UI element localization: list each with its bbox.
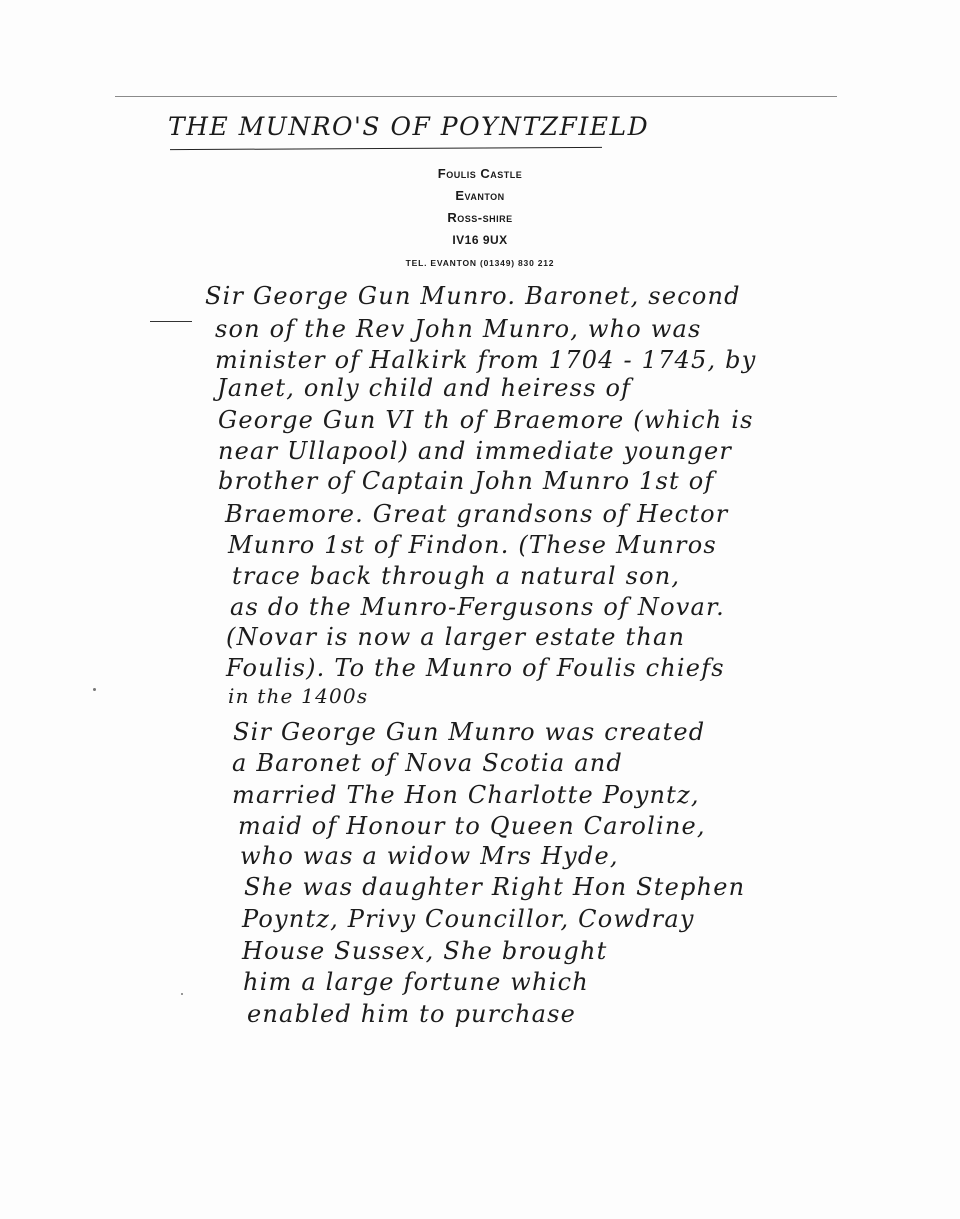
handwritten-line: him a large fortune which xyxy=(243,968,589,996)
handwritten-line: Sir George Gun Munro was created xyxy=(233,718,706,746)
handwritten-line: minister of Halkirk from 1704 - 1745, by xyxy=(215,346,757,374)
title-underline xyxy=(170,147,602,150)
handwritten-line: brother of Captain John Munro 1st of xyxy=(218,467,715,495)
handwritten-line: who was a widow Mrs Hyde, xyxy=(240,842,619,870)
handwritten-line: Sir George Gun Munro. Baronet, second xyxy=(205,282,741,310)
handwritten-line: (Novar is now a larger estate than xyxy=(226,623,686,651)
handwritten-line: as do the Munro-Fergusons of Novar. xyxy=(230,593,725,621)
paper-speck xyxy=(93,688,96,691)
handwritten-line: Janet, only child and heiress of xyxy=(217,374,632,402)
handwritten-line: son of the Rev John Munro, who was xyxy=(215,315,702,343)
margin-mark xyxy=(150,321,192,322)
handwritten-line: She was daughter Right Hon Stephen xyxy=(244,873,746,901)
handwritten-line: trace back through a natural son, xyxy=(232,562,681,590)
handwritten-line: a Baronet of Nova Scotia and xyxy=(232,749,623,777)
handwritten-line: George Gun VI th of Braemore (which is xyxy=(218,406,754,434)
top-rule xyxy=(115,96,837,97)
letterhead-town: Evanton xyxy=(455,188,505,203)
handwritten-line: near Ullapool) and immediate younger xyxy=(218,437,733,465)
letterhead-county: Ross-shire xyxy=(447,210,513,225)
handwritten-line: Munro 1st of Findon. (These Munros xyxy=(228,531,717,559)
page-title: THE MUNRO'S OF POYNTZFIELD xyxy=(168,112,650,141)
letterhead-telephone: TEL. EVANTON (01349) 830 212 xyxy=(405,258,555,268)
letterhead-castle: Foulis Castle xyxy=(437,166,523,181)
paper-speck xyxy=(181,993,183,995)
handwritten-line: Braemore. Great grandsons of Hector xyxy=(225,500,729,528)
handwritten-line: enabled him to purchase xyxy=(247,1000,577,1028)
handwritten-line: maid of Honour to Queen Caroline, xyxy=(238,812,706,840)
letterhead-postcode: IV16 9UX xyxy=(452,233,508,247)
handwritten-line: in the 1400s xyxy=(228,684,369,708)
handwritten-line: House Sussex, She brought xyxy=(242,937,608,965)
handwritten-line: Poyntz, Privy Councillor, Cowdray xyxy=(242,905,695,933)
handwritten-line: Foulis). To the Munro of Foulis chiefs xyxy=(226,654,725,682)
handwritten-line: married The Hon Charlotte Poyntz, xyxy=(232,781,700,809)
